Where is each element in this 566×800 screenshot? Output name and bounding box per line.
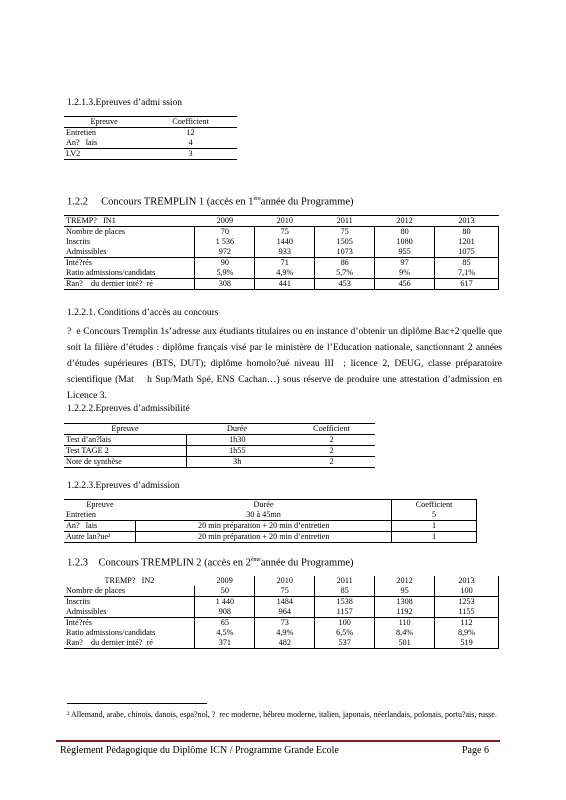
- table-cell: 1155: [435, 607, 499, 618]
- table-cell: Note de synthèse: [64, 457, 186, 468]
- table-header: Epreuve: [90, 116, 118, 126]
- table-cell: 75: [315, 227, 375, 238]
- table-cell: 7,1%: [435, 268, 499, 279]
- table-cell: 100: [435, 586, 499, 597]
- admissibility-table-1222: [64, 423, 375, 468]
- table-cell: Admissibles: [64, 247, 195, 258]
- table-header: 2013: [435, 576, 499, 586]
- table-cell: 1308: [375, 597, 435, 608]
- table-cell: Autre lan?ue²: [64, 532, 136, 543]
- table-cell: 6,5%: [315, 628, 375, 638]
- table-cell: Ratio admissions/candidats: [64, 628, 195, 638]
- table-header: Durée: [136, 500, 392, 511]
- table-cell: 1440: [255, 237, 315, 247]
- table-cell: 308: [195, 279, 255, 290]
- page-number: Page 6: [462, 745, 489, 756]
- table-cell: 65: [195, 618, 255, 629]
- table-cell: Test TAGE 2: [64, 446, 186, 457]
- table-cell: Inscrits: [64, 237, 195, 247]
- table-cell: 1484: [255, 597, 315, 608]
- table-header: 2013: [458, 215, 475, 225]
- section-heading-1213: 1.2.1.3.Epreuves d’admi ssion: [67, 98, 183, 108]
- table-cell: Ratio admissions/candidats: [64, 268, 195, 279]
- table-cell: 50: [195, 586, 255, 597]
- section-heading-123: 1.2.3 Concours TREMPLIN 2 (accès en 2èmeannée du Programme): [67, 557, 354, 569]
- table-cell: Entretien: [66, 509, 97, 519]
- table-cell: 1538: [315, 597, 375, 608]
- table-cell: 4: [188, 137, 193, 147]
- table-cell: 1: [392, 521, 477, 532]
- table-cell: 955: [375, 247, 435, 258]
- table-header: 2009: [195, 576, 255, 586]
- table-cell: 90: [195, 258, 255, 269]
- table-header: Durée: [226, 423, 247, 433]
- section-heading-1222: 1.2.2.2.Epreuves d’admissibilité: [67, 404, 190, 414]
- table-header: 2010: [276, 215, 293, 225]
- table-cell: 8,9%: [435, 628, 499, 638]
- table-cell: 482: [255, 638, 315, 649]
- table-cell: 9%: [375, 268, 435, 279]
- table-cell: 85: [435, 258, 499, 269]
- table-cell: 1h55: [229, 445, 246, 455]
- table-cell: 110: [375, 618, 435, 629]
- table-cell: 75: [255, 227, 315, 238]
- table-cell: 80: [435, 227, 499, 238]
- conditions-paragraph: ? e Concours Tremplin 1s’adresse aux étudiants titulaires ou en instance d’obtenir un diplôme Bac+2 quelle que soit la filière d’études : diplôme français visé par le ministère de l’Education nationale, sanctionnant 2 années d’études supérieures (BTS, DUT); diplôme homolo?ué niveau III ; licence 2, DEUG, classe préparatoire scientifique (Mat h Sup/Math Spé, ENS Cachan…) sous réserve de produire une attestation d’admission en Licence 3.: [67, 326, 502, 401]
- table-cell: Nombre de places: [64, 586, 195, 597]
- table-header: 2010: [255, 576, 315, 586]
- table-cell: 2: [329, 456, 334, 466]
- footnote: ² Allemand, arabe, chinois, danois, espa?nol, ? rec moderne, hébreu moderne, italien, japonais, néerlandais, polonais, portu?ais, russe.: [67, 710, 497, 719]
- table-cell: Inté?rés: [64, 258, 195, 269]
- table-header: TREMP? IN2: [104, 575, 155, 585]
- tremplin2-stats-table: [64, 576, 499, 649]
- table-cell: 86: [315, 258, 375, 269]
- table-header: 2011: [315, 576, 375, 586]
- table-cell: 5,9%: [195, 268, 255, 279]
- table-cell: 73: [255, 618, 315, 629]
- table-cell: 2: [329, 434, 334, 444]
- table-cell: Nombre de places: [64, 227, 195, 238]
- footer-title: Règlement Pédagogique du Diplôme ICN / Programme Grande Ecole: [60, 745, 339, 756]
- table-cell: 501: [375, 638, 435, 649]
- table-cell: 1 440: [195, 597, 255, 608]
- table-cell: 1201: [435, 237, 499, 247]
- table-cell: Inté?rés: [64, 618, 195, 629]
- table-cell: 85: [315, 586, 375, 597]
- table-cell: 1192: [375, 607, 435, 618]
- table-cell: 30 à 45mn: [136, 510, 392, 521]
- table-header: TREMP? IN1: [66, 215, 116, 225]
- table-cell: 70: [195, 227, 255, 238]
- table-cell: 964: [255, 607, 315, 618]
- table-cell: 1h30: [229, 434, 246, 444]
- table-cell: 453: [315, 279, 375, 290]
- table-header: Coefficient: [313, 423, 350, 433]
- table-cell: 95: [375, 586, 435, 597]
- table-cell: 20 min préparation + 20 min d’entretien: [136, 521, 392, 532]
- table-header: Epreuve: [111, 423, 139, 433]
- table-header: 2009: [216, 215, 234, 225]
- table-cell: 456: [375, 279, 435, 290]
- table-cell: LV2: [66, 148, 81, 158]
- table-cell: 5: [392, 510, 477, 521]
- table-cell: 933: [255, 247, 315, 258]
- table-cell: 3h: [233, 456, 242, 466]
- table-header: 2012: [375, 576, 435, 586]
- table-header: Coefficient: [172, 116, 209, 126]
- table-cell: 5,7%: [315, 268, 375, 279]
- table-cell: 80: [375, 227, 435, 238]
- table-cell: 97: [375, 258, 435, 269]
- table-cell: 908: [195, 607, 255, 618]
- table-cell: 112: [435, 618, 499, 629]
- admission-table-1213: [64, 116, 237, 160]
- table-header: 2012: [396, 215, 413, 225]
- section-heading-1223: 1.2.2.3.Epreuves d’admission: [67, 481, 180, 491]
- table-cell: 4,9%: [255, 628, 315, 638]
- table-cell: 519: [435, 638, 499, 649]
- tremplin1-stats-table: [64, 215, 499, 290]
- table-cell: 617: [435, 279, 499, 290]
- table-cell: 371: [195, 638, 255, 649]
- table-cell: 20 min préparation + 20 min d’entretien: [136, 532, 392, 543]
- table-cell: 537: [315, 638, 375, 649]
- table-cell: 3: [188, 148, 193, 158]
- table-cell: Ran? du dernier inté? ré: [64, 638, 195, 649]
- table-cell: 2: [329, 445, 334, 455]
- admission-table-1223: [64, 499, 477, 543]
- table-cell: An? lais: [64, 521, 136, 532]
- footnote-separator: [67, 703, 207, 704]
- section-heading-122: 1.2.2 Concours TREMPLIN 1 (accès en 1èreannée du Programme): [67, 196, 354, 208]
- table-cell: 12: [186, 127, 195, 137]
- table-cell: 972: [195, 247, 255, 258]
- footer-rule: [56, 740, 500, 742]
- table-cell: Entretien: [66, 127, 97, 137]
- section-heading-1221: 1.2.2.1. Conditions d’accès au concours: [67, 308, 219, 318]
- table-cell: An? lais: [66, 137, 98, 147]
- table-cell: 71: [255, 258, 315, 269]
- table-header: Coefficient: [392, 500, 477, 511]
- table-header: Epreuve: [86, 499, 114, 509]
- table-cell: 1073: [315, 247, 375, 258]
- table-cell: 1080: [375, 237, 435, 247]
- table-cell: 100: [315, 618, 375, 629]
- table-cell: 4,5%: [195, 628, 255, 638]
- table-header: 2011: [336, 215, 353, 225]
- table-cell: Test d’an?lais: [64, 435, 186, 446]
- table-cell: 1: [392, 532, 477, 543]
- table-cell: 1157: [315, 607, 375, 618]
- table-cell: Inscrits: [64, 597, 195, 608]
- table-cell: 75: [255, 586, 315, 597]
- table-cell: 441: [255, 279, 315, 290]
- table-cell: 1253: [435, 597, 499, 608]
- table-cell: 1505: [315, 237, 375, 247]
- table-cell: 8,4%: [375, 628, 435, 638]
- table-cell: Ran? du dernier inté? ré: [64, 279, 195, 290]
- table-cell: Admissibles: [64, 607, 195, 618]
- table-cell: 4,9%: [255, 268, 315, 279]
- table-cell: 1075: [435, 247, 499, 258]
- table-cell: 1 536: [195, 237, 255, 247]
